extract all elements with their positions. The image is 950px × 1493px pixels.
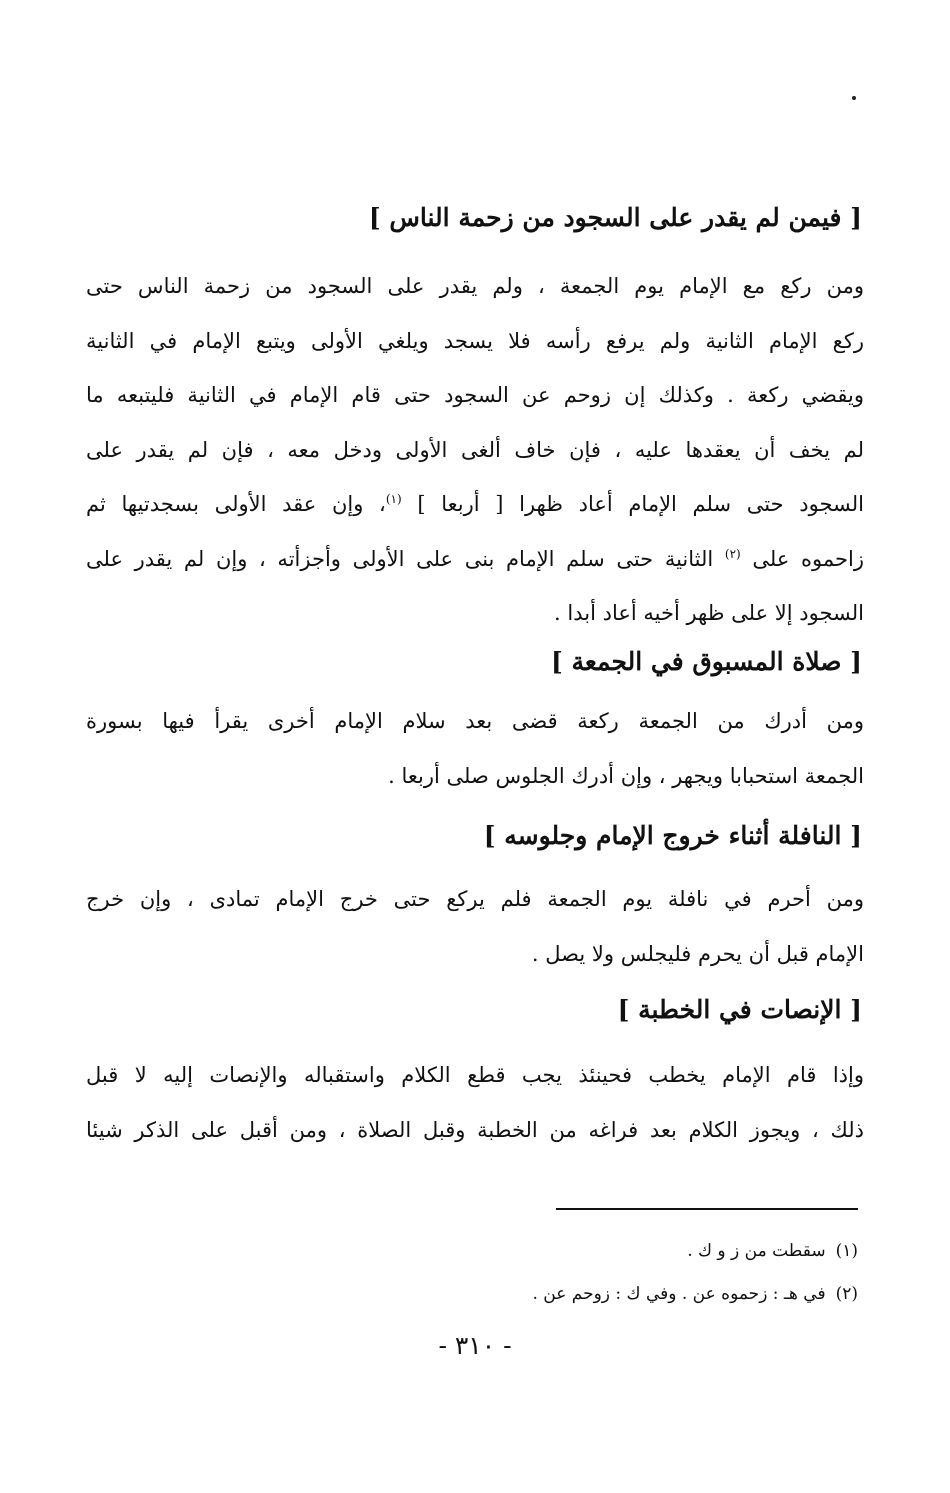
paragraph-listening [86, 1048, 864, 1157]
text-line: ومن ركع مع الإمام يوم الجمعة ، ولم يقدر على السجود من زحمة الناس حتى [86, 274, 864, 298]
text-line [86, 477, 864, 532]
footnote-text: سقطت من ز و ك . [687, 1241, 826, 1261]
text-line: السجود إلا على ظهر أخيه أعاد أبدا . [554, 601, 864, 625]
text-segment: السجود حتى سلم الإمام أعاد ظهرا [ أربعا ] [417, 492, 864, 516]
section-heading-crowd-prostration: [ فيمن لم يقدر على السجود من زحمة الناس ] [368, 203, 862, 232]
text-segment: زاحموه على [752, 546, 864, 571]
footnote-ref-1: (١) [385, 492, 402, 506]
text-line: ومن أحرم في نافلة يوم الجمعة فلم يركع حتى خرج الإمام تمادى ، وإن خرج [86, 887, 864, 911]
text-line: ركع الإمام الثانية ولم يرفع رأسه فلا يسجد ويلغي الأولى ويتبع الإمام في الثانية [86, 328, 864, 353]
page-mark [852, 96, 856, 100]
section-heading-late-comer: [ صلاة المسبوق في الجمعة ] [551, 647, 862, 676]
footnote-text: في هـ : زحموه عن . وفي ك : زوحم عن . [532, 1284, 826, 1304]
text-segment: الثانية حتى سلم الإمام بنى على الأولى وأجزأته ، وإن لم يقدر على [86, 546, 714, 571]
text-line: وإذا قام الإمام يخطب فحينئذ يجب قطع الكلام واستقباله والإنصات إليه لا قبل [86, 1063, 864, 1087]
footnote-ref-2: (٢) [724, 546, 741, 561]
footnote-number: (١) [835, 1241, 858, 1261]
section-heading-listening: [ الإنصات في الخطبة ] [617, 995, 862, 1024]
text-line: الجمعة استحبابا ويجهر ، وإن أدرك الجلوس صلى أربعا . [388, 763, 864, 788]
footnote-separator [556, 1208, 858, 1210]
text-segment: ، وإن عقد الأولى بسجدتيها ثم [86, 492, 386, 516]
paragraph-supererogatory [86, 872, 864, 981]
text-line: ومن أدرك من الجمعة ركعة قضى بعد سلام الإمام أخرى يقرأ فيها بسورة [86, 709, 864, 733]
footnote-1 [687, 1236, 858, 1266]
footnote-number: (٢) [835, 1284, 858, 1304]
text-line [86, 532, 864, 587]
footnote-2 [532, 1279, 858, 1309]
text-line: الإمام قبل أن يحرم فليجلس ولا يصل . [531, 941, 864, 966]
text-line: لم يخف أن يعقدها عليه ، فإن خاف ألغى الأولى ودخل معه ، فإن لم يقدر على [86, 437, 864, 462]
text-line: ويقضي ركعة . وكذلك إن زوحم عن السجود حتى قام الإمام في الثانية فليتبعه ما [86, 383, 864, 407]
paragraph-crowd-prostration [86, 259, 864, 641]
section-heading-supererogatory: [ النافلة أثناء خروج الإمام وجلوسه ] [483, 821, 862, 850]
page-number: - ٣١٠ - [438, 1331, 512, 1360]
paragraph-late-comer [86, 694, 864, 803]
text-line: ذلك ، ويجوز الكلام بعد فراغه من الخطبة وقبل الصلاة ، ومن أقبل على الذكر شيئا [86, 1117, 864, 1142]
